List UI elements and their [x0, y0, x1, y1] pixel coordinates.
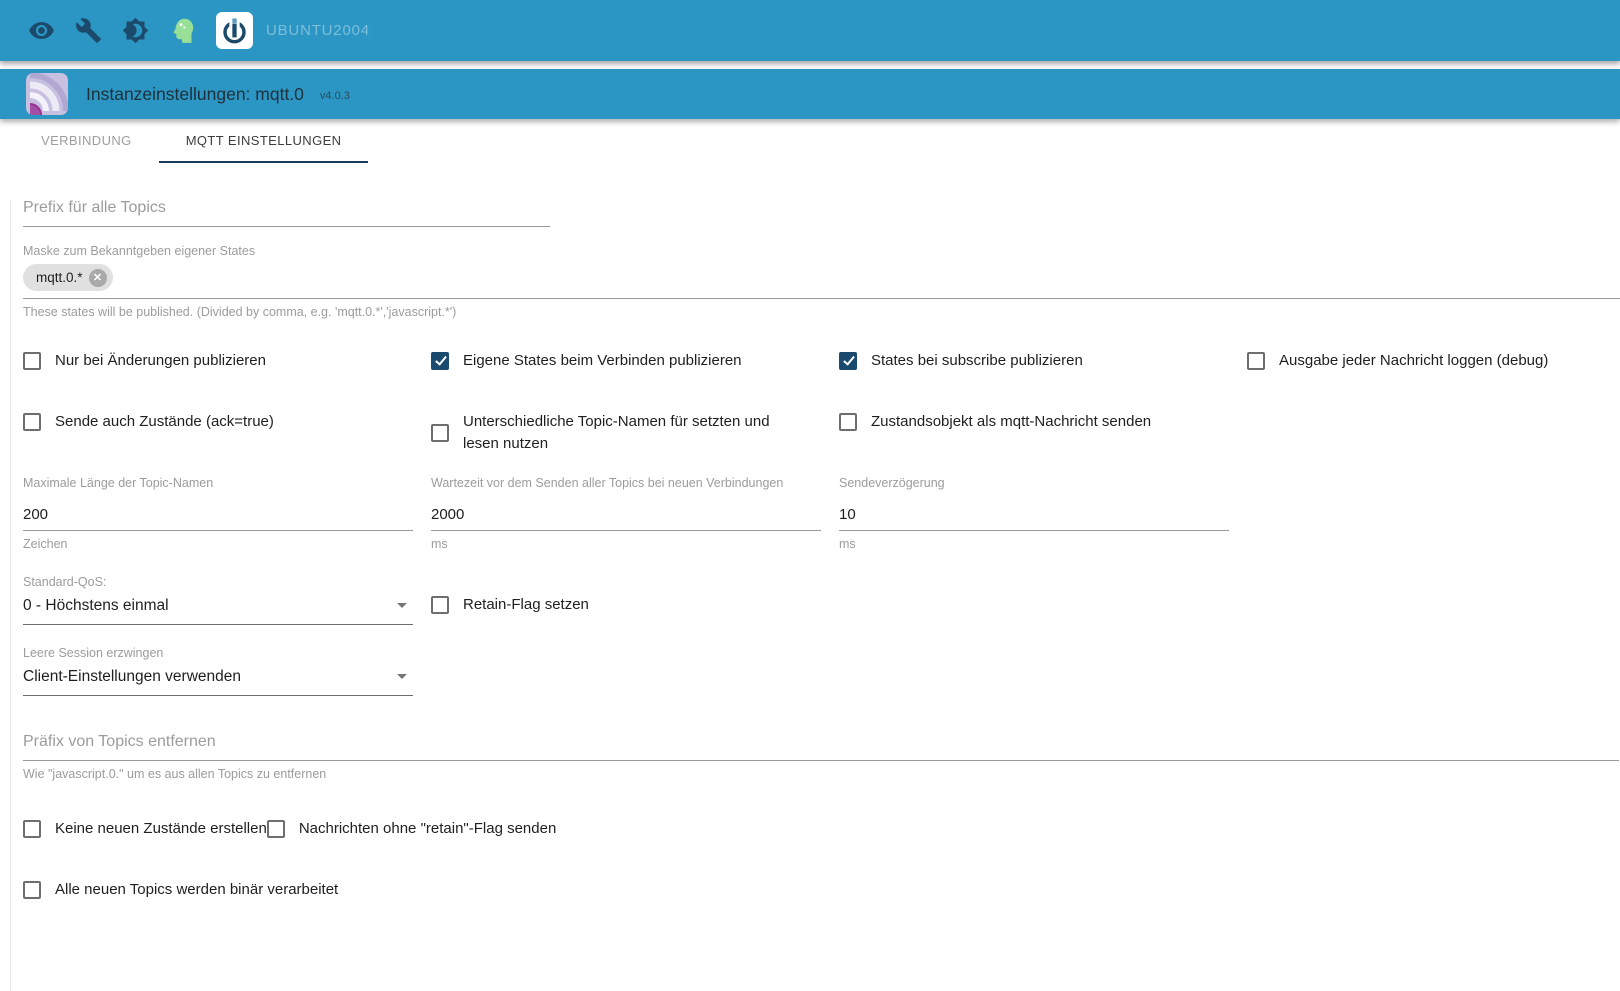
checkbox-label[interactable]: Unterschiedliche Topic-Namen für setzten und lesen nutzen: [463, 412, 770, 452]
tab-verbindung[interactable]: VERBINDUNG: [41, 132, 132, 148]
checkbox-label[interactable]: Nur bei Änderungen publizieren: [55, 352, 266, 369]
number-fields-row: [23, 477, 1620, 551]
checkbox-row-1: [23, 350, 1620, 372]
checkbox-publish-on-subscribe[interactable]: [839, 350, 1247, 372]
expert-head-icon[interactable]: [169, 17, 196, 44]
publish-mask-chip-input[interactable]: [23, 264, 1620, 299]
checkbox-label[interactable]: States bei subscribe publizieren: [871, 352, 1083, 369]
send-delay-input[interactable]: [839, 506, 1229, 531]
chevron-down-icon: [397, 603, 407, 608]
checkbox-label[interactable]: Ausgabe jeder Nachricht loggen (debug): [1279, 352, 1549, 369]
send-wait-input[interactable]: [431, 506, 821, 531]
prefix-all-topics-input[interactable]: [23, 199, 550, 227]
retain-flag-cell: [431, 594, 589, 625]
checkbox-no-new-states[interactable]: [23, 818, 267, 840]
publish-mask-label: Maske zum Bekanntgeben eigener States: [23, 244, 256, 258]
checkbox-box[interactable]: [267, 820, 285, 838]
checkbox-box[interactable]: [23, 413, 41, 431]
checkbox-box[interactable]: [431, 352, 449, 370]
checkbox-label[interactable]: Sende auch Zustände (ack=true): [55, 412, 274, 430]
checkbox-box[interactable]: [839, 352, 857, 370]
publish-mask-helper: These states will be published. (Divided by comma, e.g. 'mqtt.0.*','javascript.*'): [23, 305, 457, 319]
checkbox-send-state-object[interactable]: [839, 411, 1247, 433]
mask-chip: [23, 264, 113, 291]
settings-form: [10, 199, 1620, 991]
mqtt-adapter-icon: [26, 73, 68, 115]
field-label: Maximale Länge der Topic-Namen: [23, 476, 214, 491]
dialog-header: [0, 69, 1620, 119]
checkbox-label[interactable]: Alle neuen Topics werden binär verarbeitet: [55, 881, 339, 898]
app-bar: [0, 0, 1620, 61]
checkbox-box[interactable]: [23, 352, 41, 370]
send-delay-field: [839, 477, 1247, 551]
qos-select-field: [23, 575, 431, 625]
publish-mask-section: [23, 244, 1620, 319]
checkbox-label[interactable]: Retain-Flag setzen: [463, 596, 589, 614]
checkbox-label[interactable]: Zustandsobjekt als mqtt-Nachricht senden: [871, 412, 1152, 430]
checkbox-row-4: [23, 879, 1620, 901]
qos-selected-value: 0 - Höchstens einmal: [23, 597, 169, 615]
checkbox-different-topic-names[interactable]: [431, 411, 839, 455]
checkbox-box[interactable]: [23, 820, 41, 838]
checkbox-retain-flag[interactable]: [431, 594, 589, 616]
field-label: Sendeverzögerung: [839, 476, 945, 491]
checkbox-debug-log[interactable]: [1247, 350, 1620, 372]
session-selected-value: Client-Einstellungen verwenden: [23, 668, 241, 686]
checkbox-row-3: [23, 818, 1620, 840]
field-label: Wartezeit vor dem Senden aller Topics bei neuen Verbindungen: [431, 476, 784, 491]
checkbox-no-retain-flag[interactable]: [267, 818, 556, 840]
iobroker-logo: [216, 12, 253, 49]
checkbox-box[interactable]: [23, 881, 41, 899]
checkbox-binary-topics[interactable]: [23, 879, 338, 901]
dialog-version: v4.0.3: [319, 90, 350, 102]
session-select[interactable]: [23, 660, 413, 696]
qos-select[interactable]: [23, 589, 413, 625]
hostname-label: UBUNTU2004: [266, 22, 370, 39]
eye-icon[interactable]: [28, 17, 55, 44]
chevron-down-icon: [397, 674, 407, 679]
brightness-icon[interactable]: [122, 17, 149, 44]
checkbox-row-2: [23, 411, 1620, 455]
checkbox-publish-own-states[interactable]: [431, 350, 839, 372]
mask-chip-text: mqtt.0.*: [36, 270, 83, 285]
chip-close-icon[interactable]: ✕: [89, 269, 107, 287]
tab-bar: [0, 119, 1620, 163]
remove-prefix-input[interactable]: [23, 733, 1619, 761]
qos-label: Standard-QoS:: [23, 575, 107, 590]
qos-row: [23, 575, 1620, 625]
wrench-icon[interactable]: [75, 17, 102, 44]
tab-mqtt-einstellungen[interactable]: MQTT EINSTELLUNGEN: [159, 119, 369, 163]
session-row: [23, 646, 1620, 696]
checkbox-label[interactable]: Nachrichten ohne "retain"-Flag senden: [298, 820, 557, 838]
checkbox-label[interactable]: Eigene States beim Verbinden publizieren: [463, 352, 742, 369]
checkbox-label[interactable]: Keine neuen Zustände erstellen: [55, 820, 267, 838]
checkbox-publish-on-change[interactable]: [23, 350, 431, 372]
session-select-field: [23, 646, 431, 696]
checkbox-box[interactable]: [1247, 352, 1265, 370]
field-unit: ms: [839, 537, 856, 552]
session-label: Leere Session erzwingen: [23, 646, 164, 661]
dialog-title: Instanzeinstellungen: mqtt.0: [86, 83, 304, 104]
checkbox-box[interactable]: [431, 424, 449, 442]
max-topic-length-field: [23, 477, 431, 551]
remove-prefix-helper: Wie "javascript.0." um es aus allen Topics zu entfernen: [23, 767, 327, 782]
field-unit: Zeichen: [23, 537, 68, 552]
send-wait-field: [431, 477, 839, 551]
checkbox-send-ack[interactable]: [23, 411, 431, 433]
checkbox-box[interactable]: [431, 596, 449, 614]
max-topic-length-input[interactable]: [23, 506, 413, 531]
field-unit: ms: [431, 537, 448, 552]
checkbox-box[interactable]: [839, 413, 857, 431]
